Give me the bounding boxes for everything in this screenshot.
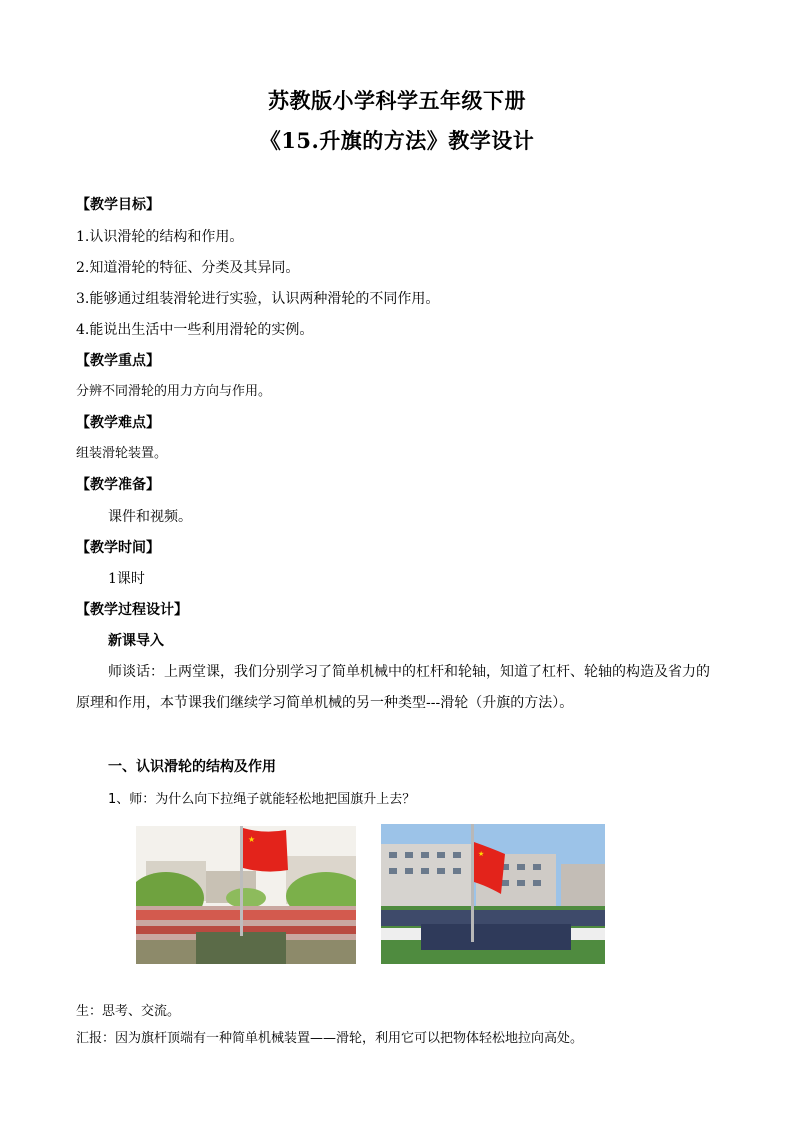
student-response: 生：思考、交流。: [76, 1004, 181, 1019]
time-heading: 【教学时间】: [76, 540, 160, 556]
question-text: 1、师：为什么向下拉绳子就能轻松地把国旗升上去？: [108, 792, 416, 807]
report-text: 汇报：因为旗杆顶端有一种简单机械装置——滑轮，利用它可以把物体轻松地拉向高处。: [76, 1031, 584, 1046]
document-title-line1: 苏教版小学科学五年级下册: [268, 88, 526, 113]
time-text: 1课时: [108, 571, 145, 587]
svg-text:★: ★: [478, 850, 485, 858]
goal-item-1: 1.认识滑轮的结构和作用。: [76, 229, 244, 245]
flag-ceremony-photo-2-graphic: [381, 824, 605, 964]
key-point-heading: 【教学重点】: [76, 353, 160, 369]
key-point-text: 分辨不同滑轮的用力方向与作用。: [76, 384, 272, 399]
goal-item-4: 4.能说出生活中一些利用滑轮的实例。: [76, 322, 314, 338]
section1-title: 一、认识滑轮的结构及作用: [108, 759, 276, 775]
goals-heading: 【教学目标】: [76, 197, 160, 213]
intro-title: 新课导入: [108, 633, 164, 649]
intro-paragraph: 师谈话：上两堂课，我们分别学习了简单机械中的杠杆和轮轴，知道了杠杆、轮轴的构造及省力的原理和作用，本节课我们继续学习简单机械的另一种类型---滑轮（升旗的方法）。: [76, 664, 710, 711]
document-title-line2: 《15.升旗的方法》教学设计: [259, 128, 535, 153]
flag-ceremony-photo-1: [136, 826, 356, 964]
preparation-text: 课件和视频。: [108, 509, 192, 525]
process-heading: 【教学过程设计】: [76, 602, 188, 618]
goal-item-2: 2.知道滑轮的特征、分类及其异同。: [76, 260, 300, 276]
difficulty-text: 组装滑轮装置。: [76, 446, 168, 461]
difficulty-heading: 【教学难点】: [76, 415, 160, 431]
flag-ceremony-photo-1-graphic: [136, 826, 356, 964]
flag-ceremony-photo-2: [381, 824, 605, 964]
preparation-heading: 【教学准备】: [76, 477, 160, 493]
svg-text:★: ★: [248, 835, 256, 844]
goal-item-3: 3.能够通过组装滑轮进行实验，认识两种滑轮的不同作用。: [76, 291, 440, 307]
